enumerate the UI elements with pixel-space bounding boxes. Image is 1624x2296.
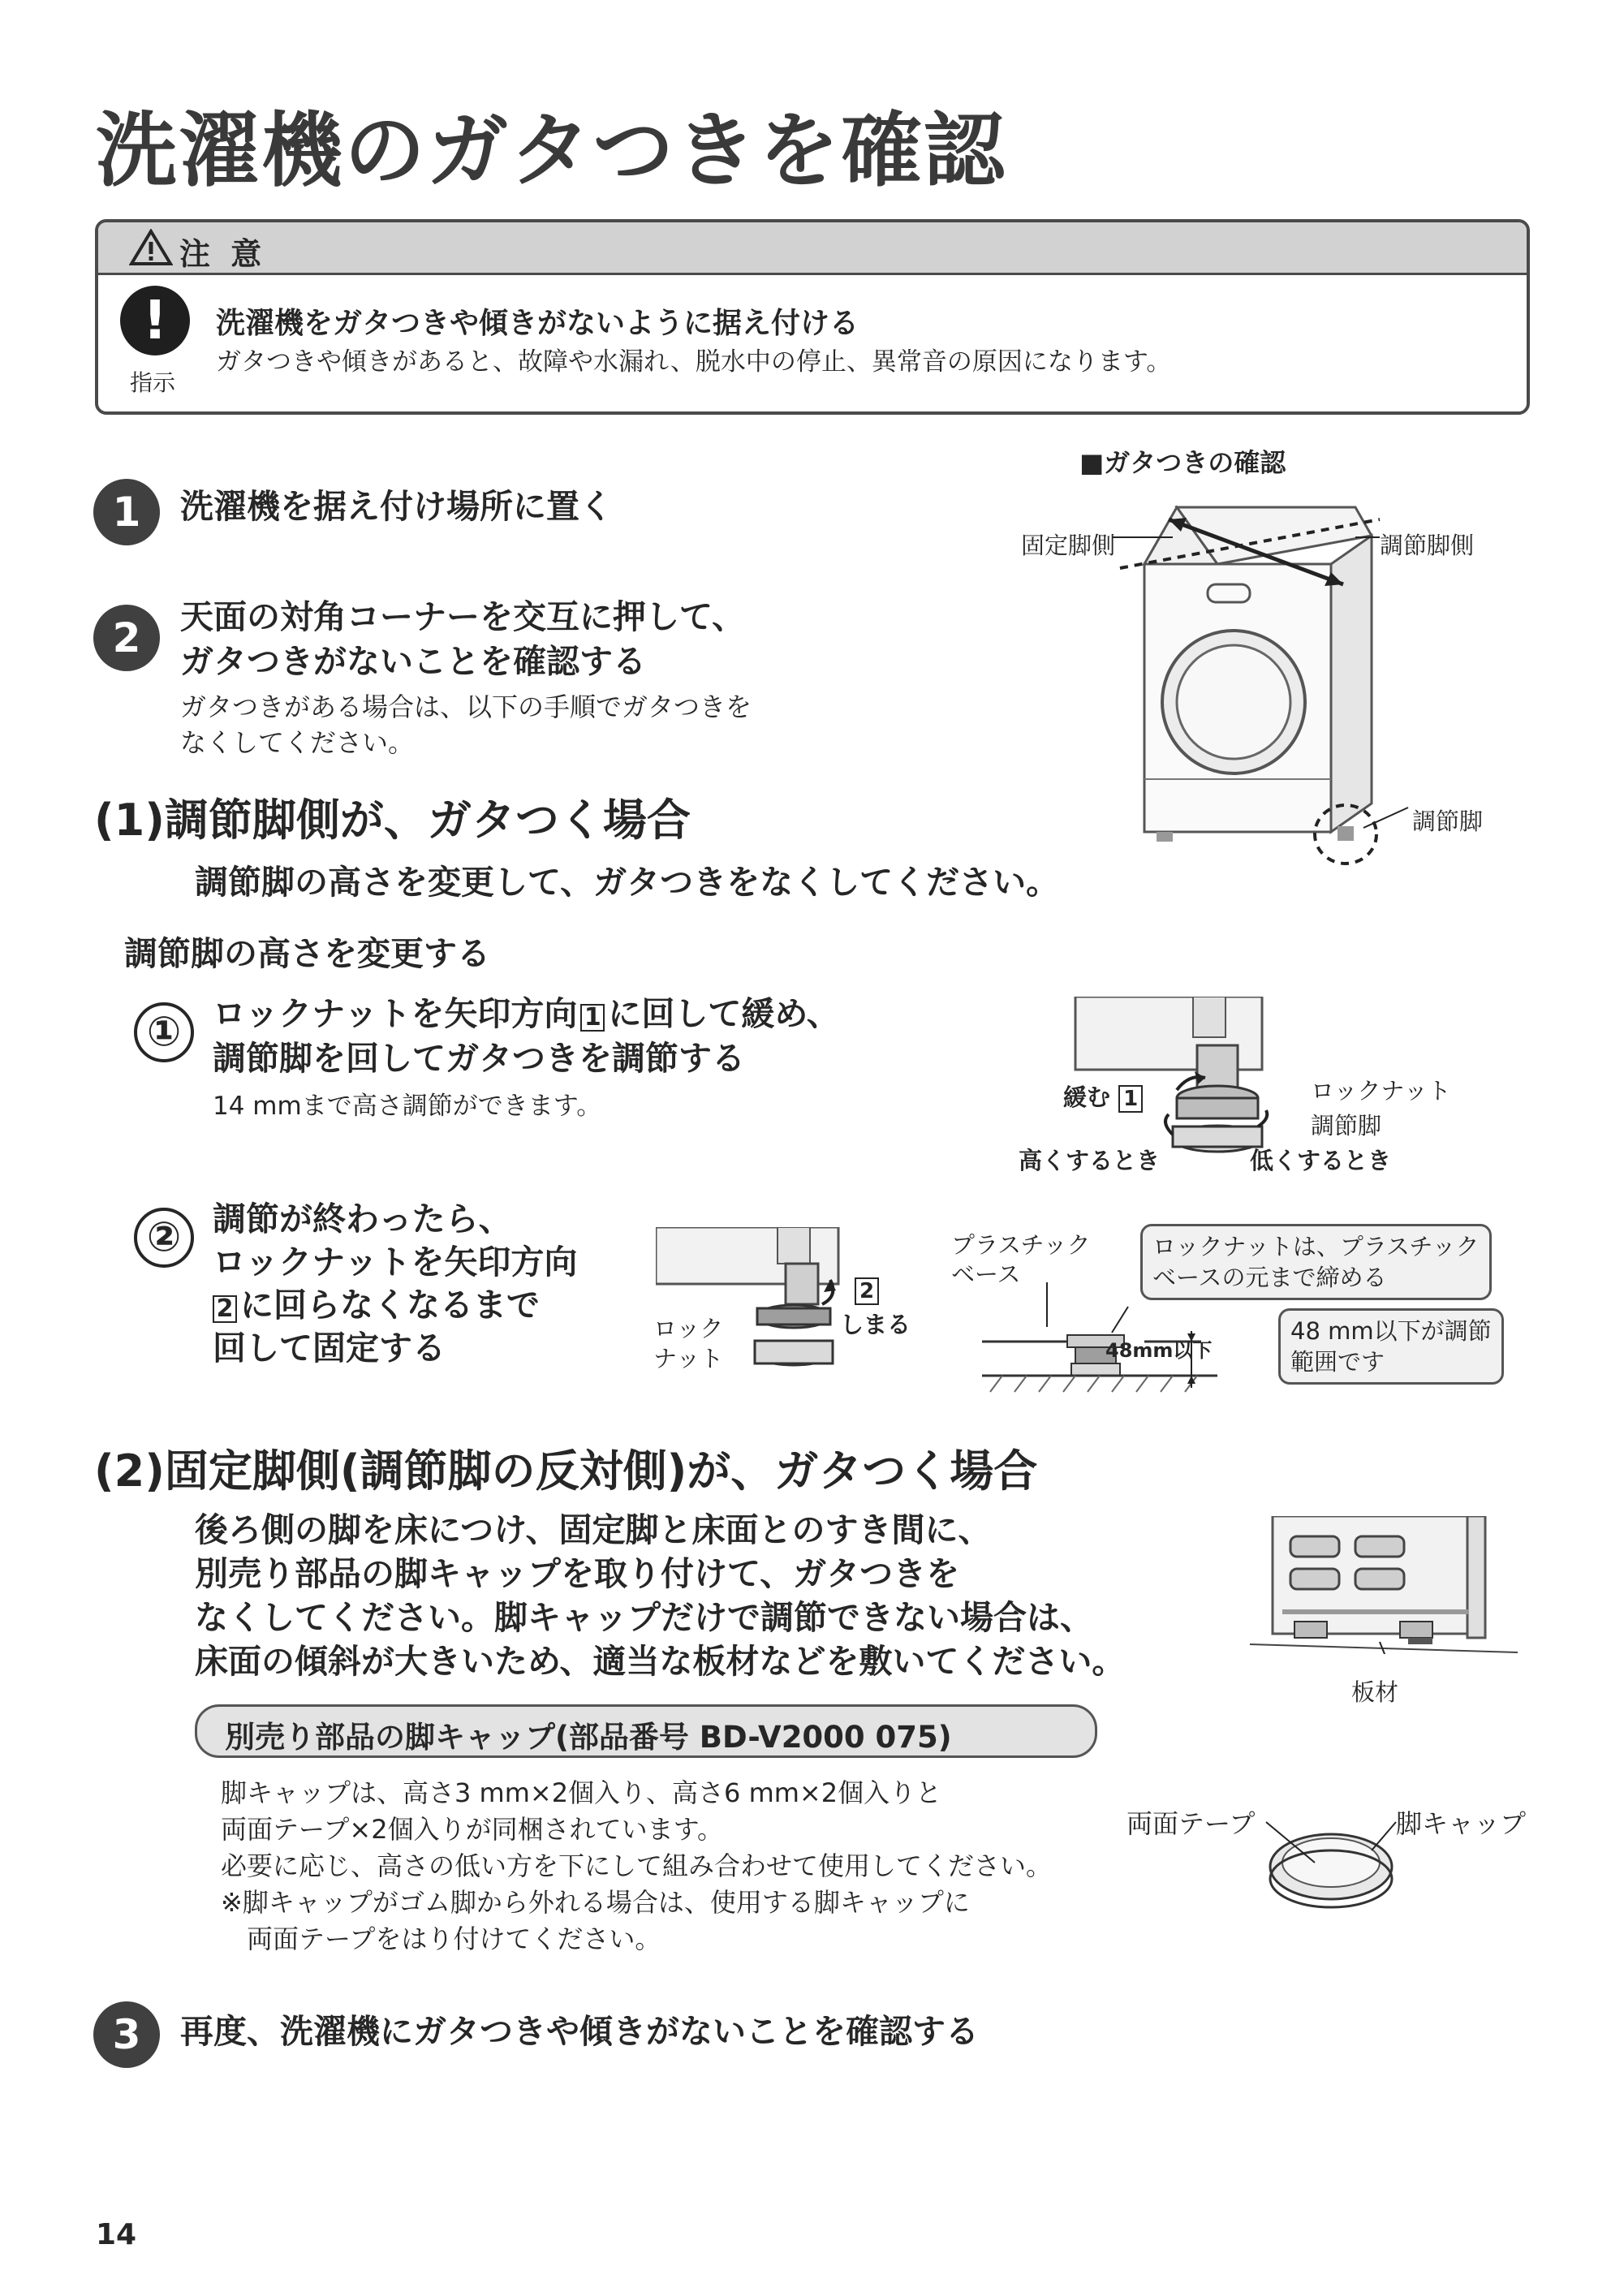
step-2-body1: ガタつきがある場合は、以下の手順でガタつきを [180,691,752,722]
leg-cap-illustration [1250,1818,1404,1915]
double-tape-label: 両面テープ [1126,1808,1256,1839]
locknut-label-2a: ロック [653,1315,724,1342]
case-1-description: 調節脚の高さを変更して、ガタつきをなくしてください。 [195,863,1060,902]
board-label: 板材 [1351,1678,1399,1706]
case-2-line2: 別売り部品の脚キャップを取り付けて、ガタつきを [195,1554,960,1593]
case-2-line4: 床面の傾斜が大きいため、適当な板材などを敷いてください。 [195,1642,1126,1681]
substep-1-body: 14 mmまで高さ調節ができます。 [213,1092,602,1121]
case-1-heading: (1)調節脚側が、ガタつく場合 [94,795,691,846]
adjust-side-label: 調節脚側 [1380,532,1475,559]
tighten-box: 2 [855,1276,879,1305]
check-diagram-title: ■ガタつきの確認 [1079,447,1286,478]
optional-part-label: 別売り部品の脚キャップ(部品番号 BD-V2000 075) [225,1720,952,1755]
step-2-number: 2 [93,605,160,671]
lower-label: 低くするとき [1250,1147,1392,1174]
substep-2-number: ② [134,1208,194,1268]
case-2-line3: なくしてください。脚キャップだけで調節できない場合は、 [195,1598,1093,1637]
leg-cap-label: 脚キャップ [1396,1808,1527,1839]
case-1-subheading: 調節脚の高さを変更する [124,934,490,973]
instruction-label: 指示 [130,369,176,396]
case-2-heading: (2)固定脚側(調節脚の反対側)が、ガタつく場合 [94,1445,1038,1497]
page-title: 洗濯機のガタつきを確認 [96,103,1006,198]
cap-note-4: ※脚キャップがゴム脚から外れる場合は、使用する脚キャップに [221,1887,970,1918]
substep-1-line2: 調節脚を回してガタつきを調節する [213,1039,745,1078]
loosen-label: 緩む 1 [1063,1079,1143,1113]
substep-1-number: ① [134,1002,194,1062]
step-2-line2: ガタつきがないことを確認する [180,642,646,681]
caution-text: ガタつきや傾きがあると、故障や水漏れ、脱水中の停止、異常音の原因になります。 [216,347,1172,377]
range-callout: 48 mm以下が調節 範囲です [1278,1308,1504,1385]
board-under-leg-illustration [1250,1516,1526,1654]
adjust-leg-label-2: 調節脚 [1311,1112,1382,1139]
higher-label: 高くするとき [1019,1147,1161,1174]
cap-note-5: 両面テープをはり付けてください。 [221,1923,661,1954]
warning-triangle-icon [129,229,173,266]
locknut-label: ロックナット [1311,1077,1451,1105]
step-1-number: 1 [93,479,160,545]
caution-header [98,222,1527,275]
step-2-line1: 天面の対角コーナーを交互に押して、 [180,597,746,636]
substep-1-line1: ロックナットを矢印方向 1 に回して緩め、 [213,994,840,1033]
fixed-side-label: 固定脚側 [1021,532,1116,559]
cap-note-2: 両面テープ×2個入りが同梱されています。 [221,1814,724,1845]
page-number: 14 [96,2218,137,2251]
substep-2-line4: 回して固定する [213,1329,446,1368]
case-2-line1: 後ろ側の脚を床につけ、固定脚と床面とのすき間に、 [195,1510,992,1549]
caution-label: 注 意 [179,236,267,272]
step-2-body2: なくしてください。 [180,727,415,758]
caution-heading: 洗濯機をガタつきや傾きがないように据え付ける [216,307,859,340]
dimension-label: 48mm以下 [1105,1339,1213,1362]
plastic-base-label-a: プラスチック [951,1231,1091,1259]
substep-2-line2: ロックナットを矢印方向 [213,1243,578,1282]
plastic-base-label-b: ベース [951,1260,1021,1288]
locknut-callout: ロックナットは、プラスチック ベースの元まで締める [1140,1224,1492,1300]
adjust-leg-label: 調節脚 [1412,808,1484,835]
step-1-text: 洗濯機を据え付け場所に置く [180,487,613,526]
locknut-label-2b: ナット [653,1345,724,1372]
cap-note-1: 脚キャップは、高さ3 mm×2個入り、高さ6 mm×2個入りと [221,1777,942,1808]
exclamation-icon: ! [120,286,190,355]
substep-2-line3: 2 に回らなくなるまで [213,1283,540,1327]
optional-part-pill [195,1704,1097,1758]
washing-machine-illustration [1112,487,1420,877]
step-3-number: 3 [93,2001,160,2068]
cap-note-3: 必要に応じ、高さの低い方を下にして組み合わせて使用してください。 [221,1850,1053,1881]
substep-2-line1: 調節が終わったら、 [213,1200,512,1238]
tighten-label: しまる [840,1311,911,1338]
step-3-text: 再度、洗濯機にガタつきや傾きがないことを確認する [180,2012,979,2051]
